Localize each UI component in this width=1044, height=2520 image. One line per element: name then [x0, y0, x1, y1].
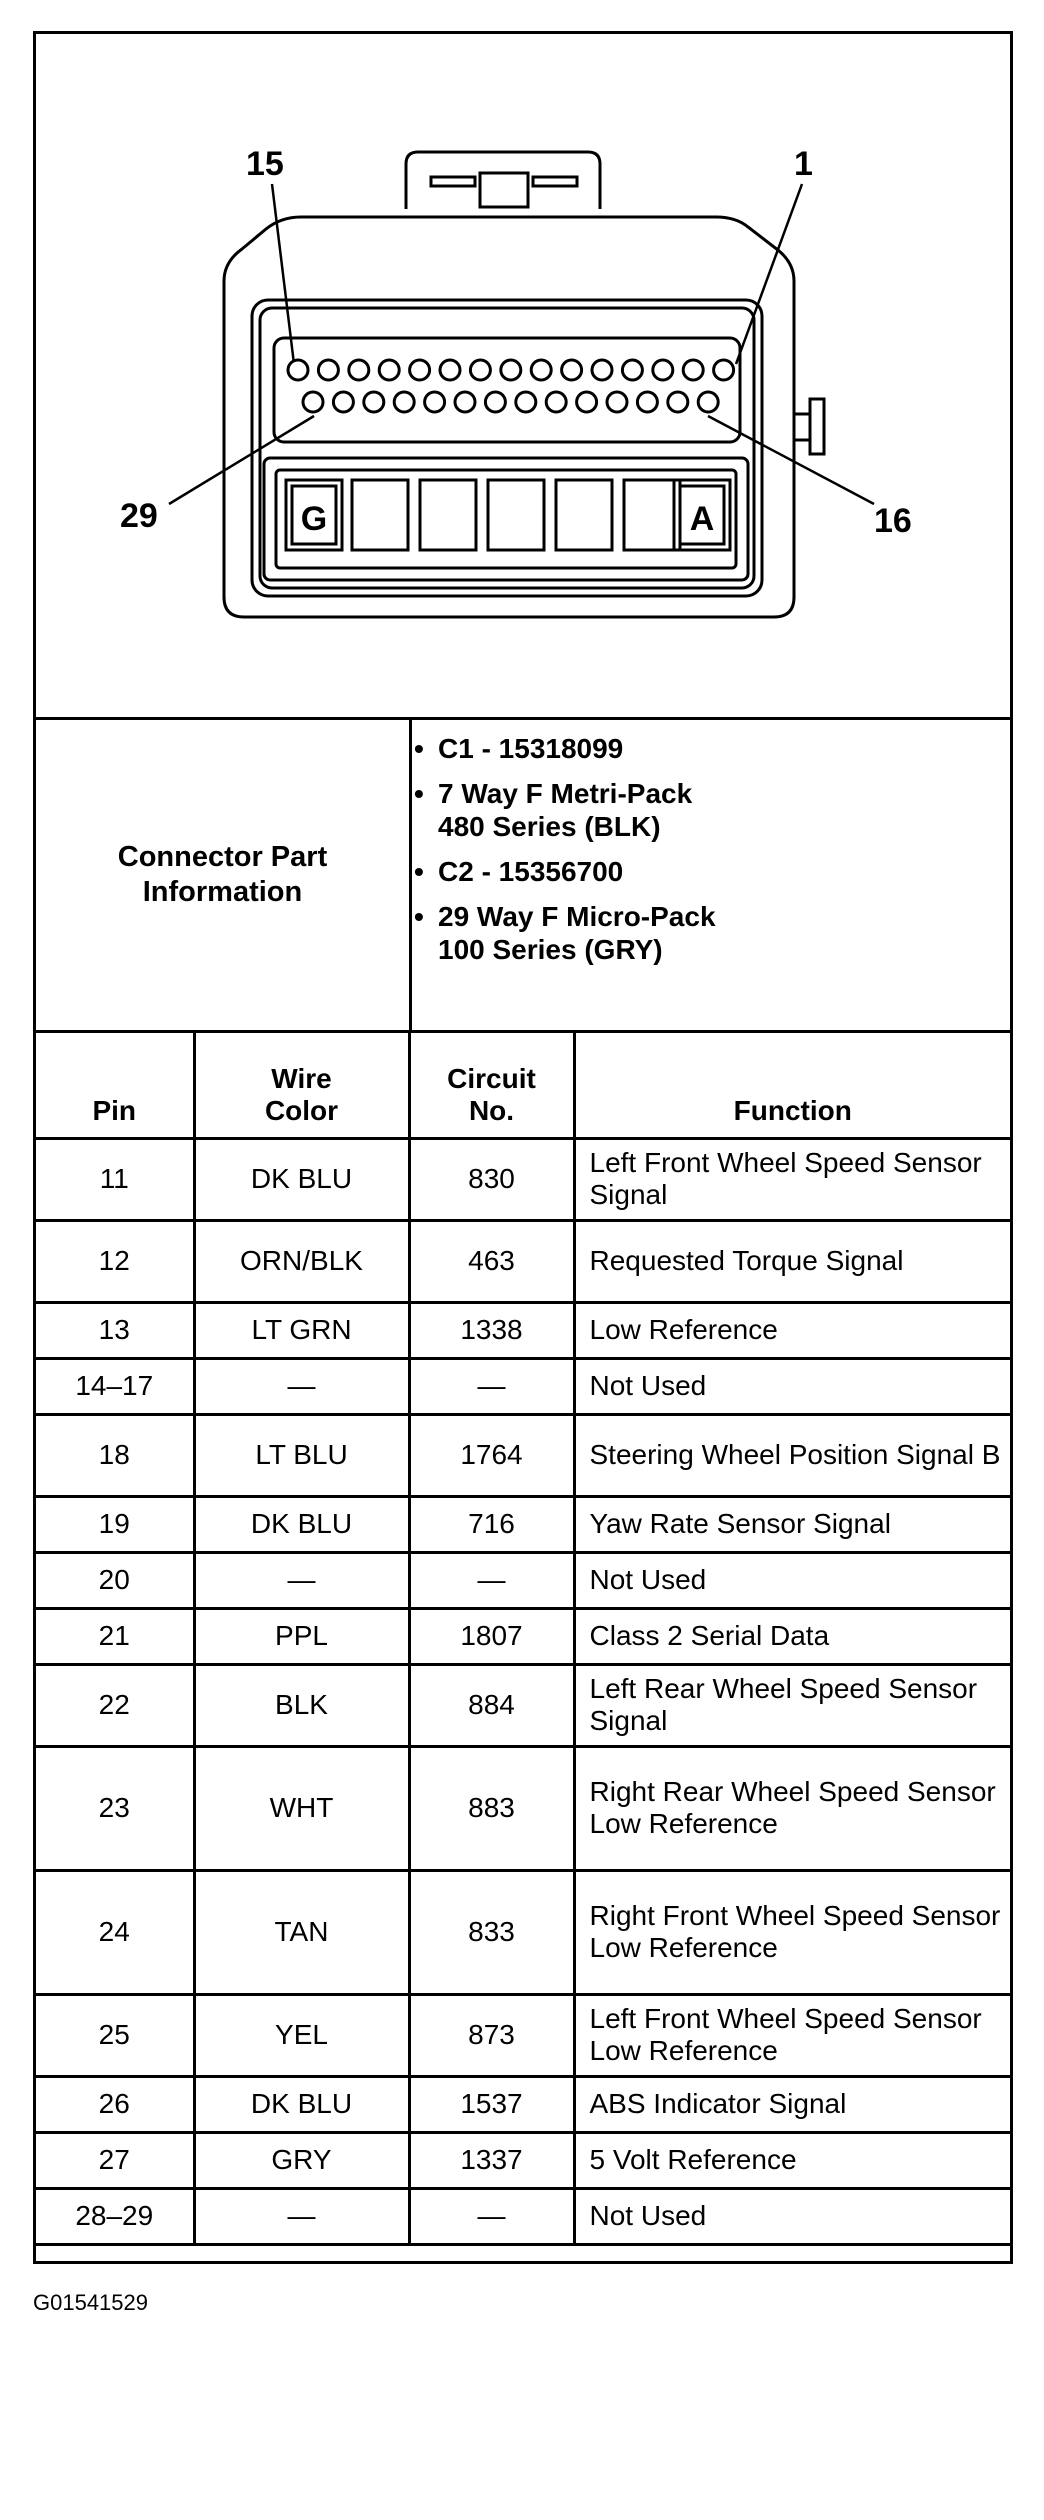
wire-color-cell: ORN/BLK	[194, 1220, 409, 1302]
table-row	[36, 2076, 1010, 2132]
pin-cell: 18	[36, 1414, 194, 1496]
function-cell: Low Reference	[574, 1302, 1010, 1358]
table-row	[36, 1358, 1010, 1414]
table-row	[36, 1138, 1010, 1220]
connector-info-item: • 7 Way F Metri-Pack 480 Series (BLK)	[412, 777, 1002, 843]
connector-diagram	[36, 34, 1010, 717]
pin-cavity	[485, 392, 505, 412]
connector-info-row	[36, 720, 1010, 1033]
connector-sheet	[33, 31, 1013, 2264]
pin-cavity	[288, 360, 308, 380]
pin-cavity	[577, 392, 597, 412]
function-cell: Yaw Rate Sensor Signal	[574, 1496, 1010, 1552]
table-row	[36, 1608, 1010, 1664]
pin-cavity	[698, 392, 718, 412]
table-row	[36, 1664, 1010, 1746]
table-row	[36, 1994, 1010, 2076]
circuit-cell: 1338	[409, 1302, 574, 1358]
pin-cavity	[622, 360, 642, 380]
pin-cavity	[668, 392, 688, 412]
circuit-cell: 463	[409, 1220, 574, 1302]
wire-color-cell: DK BLU	[194, 2076, 409, 2132]
pinout-table	[36, 1033, 1010, 2246]
pin-cell: 20	[36, 1552, 194, 1608]
function-cell: 5 Volt Reference	[574, 2132, 1010, 2188]
pin-cell: 26	[36, 2076, 194, 2132]
wire-color-cell: —	[194, 1552, 409, 1608]
pin-cavity	[364, 392, 384, 412]
pin-cavity	[425, 392, 445, 412]
pin-cell: 23	[36, 1746, 194, 1870]
pin-cavity	[333, 392, 353, 412]
pin-cavity	[516, 392, 536, 412]
pin-cavity	[440, 360, 460, 380]
pin-cavity	[470, 360, 490, 380]
pin-cavity	[379, 360, 399, 380]
table-row	[36, 1552, 1010, 1608]
callout-pin-15: 15	[246, 145, 284, 183]
header-pin: Pin	[36, 1033, 194, 1138]
callout-pin-29: 29	[120, 497, 158, 535]
table-row	[36, 2132, 1010, 2188]
function-cell: ABS Indicator Signal	[574, 2076, 1010, 2132]
pin-cell: 14–17	[36, 1358, 194, 1414]
pin-cavity	[607, 392, 627, 412]
circuit-cell: —	[409, 1358, 574, 1414]
circuit-cell: 883	[409, 1746, 574, 1870]
table-row	[36, 1870, 1010, 1994]
callout-pin-1: 1	[794, 145, 813, 183]
connector-info-item: • C1 - 15318099	[412, 732, 1002, 765]
pin-cavity	[410, 360, 430, 380]
table-row	[36, 1746, 1010, 1870]
circuit-cell: 884	[409, 1664, 574, 1746]
circuit-cell: 1764	[409, 1414, 574, 1496]
pin-cavity	[653, 360, 673, 380]
function-cell: Requested Torque Signal	[574, 1220, 1010, 1302]
function-cell: Not Used	[574, 2188, 1010, 2244]
connector-info-item: • 29 Way F Micro-Pack 100 Series (GRY)	[412, 900, 1002, 966]
pin-cell: 19	[36, 1496, 194, 1552]
circuit-cell: 830	[409, 1138, 574, 1220]
wire-color-cell: YEL	[194, 1994, 409, 2076]
cavity-label-g: G	[300, 500, 328, 538]
pin-cavity	[349, 360, 369, 380]
wire-color-cell: BLK	[194, 1664, 409, 1746]
connector-diagram-cell	[36, 34, 1010, 720]
circuit-cell: 1807	[409, 1608, 574, 1664]
pin-cavity	[637, 392, 657, 412]
circuit-cell: 716	[409, 1496, 574, 1552]
table-row	[36, 2188, 1010, 2244]
wire-color-cell: PPL	[194, 1608, 409, 1664]
header-circuit-no: Circuit No.	[409, 1033, 574, 1138]
wire-color-cell: DK BLU	[194, 1496, 409, 1552]
connector-info-label: Connector Part Information	[36, 720, 412, 1030]
function-cell: Class 2 Serial Data	[574, 1608, 1010, 1664]
wire-color-cell: —	[194, 1358, 409, 1414]
wire-color-cell: LT BLU	[194, 1414, 409, 1496]
header-function: Function	[574, 1033, 1010, 1138]
function-cell: Steering Wheel Position Signal B	[574, 1414, 1010, 1496]
connector-info-list	[412, 732, 1002, 978]
pin-cell: 21	[36, 1608, 194, 1664]
cavity-label-a: A	[689, 500, 715, 538]
pin-cell: 13	[36, 1302, 194, 1358]
function-cell: Not Used	[574, 1552, 1010, 1608]
table-row	[36, 1496, 1010, 1552]
function-cell: Left Front Wheel Speed Sensor Low Reference	[574, 1994, 1010, 2076]
wire-color-cell: WHT	[194, 1746, 409, 1870]
pin-cavity	[303, 392, 323, 412]
function-cell: Not Used	[574, 1358, 1010, 1414]
table-row	[36, 1220, 1010, 1302]
function-cell: Left Front Wheel Speed Sensor Signal	[574, 1138, 1010, 1220]
pin-cavity	[455, 392, 475, 412]
pin-cavity	[714, 360, 734, 380]
pinout-header-row	[36, 1033, 1010, 1138]
wire-color-cell: DK BLU	[194, 1138, 409, 1220]
pin-cavity	[394, 392, 414, 412]
pin-cavity	[546, 392, 566, 412]
callout-pin-16: 16	[874, 502, 912, 540]
table-row	[36, 1302, 1010, 1358]
pin-cell: 24	[36, 1870, 194, 1994]
figure-code: G01541529	[33, 2290, 148, 2315]
pin-cell: 12	[36, 1220, 194, 1302]
circuit-cell: 1537	[409, 2076, 574, 2132]
pin-cell: 25	[36, 1994, 194, 2076]
pin-cell: 22	[36, 1664, 194, 1746]
wire-color-cell: LT GRN	[194, 1302, 409, 1358]
pin-cavity	[562, 360, 582, 380]
circuit-cell: 1337	[409, 2132, 574, 2188]
function-cell: Right Front Wheel Speed Sensor Low Reference	[574, 1870, 1010, 1994]
pin-cell: 27	[36, 2132, 194, 2188]
circuit-cell: —	[409, 1552, 574, 1608]
connector-info-item: • C2 - 15356700	[412, 855, 1002, 888]
header-wire-color: Wire Color	[194, 1033, 409, 1138]
pin-cavity	[501, 360, 521, 380]
wire-color-cell: GRY	[194, 2132, 409, 2188]
wire-color-cell: TAN	[194, 1870, 409, 1994]
pin-cavity	[592, 360, 612, 380]
pin-cavity	[683, 360, 703, 380]
wire-color-cell: —	[194, 2188, 409, 2244]
function-cell: Left Rear Wheel Speed Sensor Signal	[574, 1664, 1010, 1746]
pin-cell: 28–29	[36, 2188, 194, 2244]
table-row	[36, 1414, 1010, 1496]
pin-cavity	[318, 360, 338, 380]
function-cell: Right Rear Wheel Speed Sensor Low Reference	[574, 1746, 1010, 1870]
circuit-cell: 873	[409, 1994, 574, 2076]
circuit-cell: 833	[409, 1870, 574, 1994]
pin-cell: 11	[36, 1138, 194, 1220]
pin-cavity	[531, 360, 551, 380]
circuit-cell: —	[409, 2188, 574, 2244]
